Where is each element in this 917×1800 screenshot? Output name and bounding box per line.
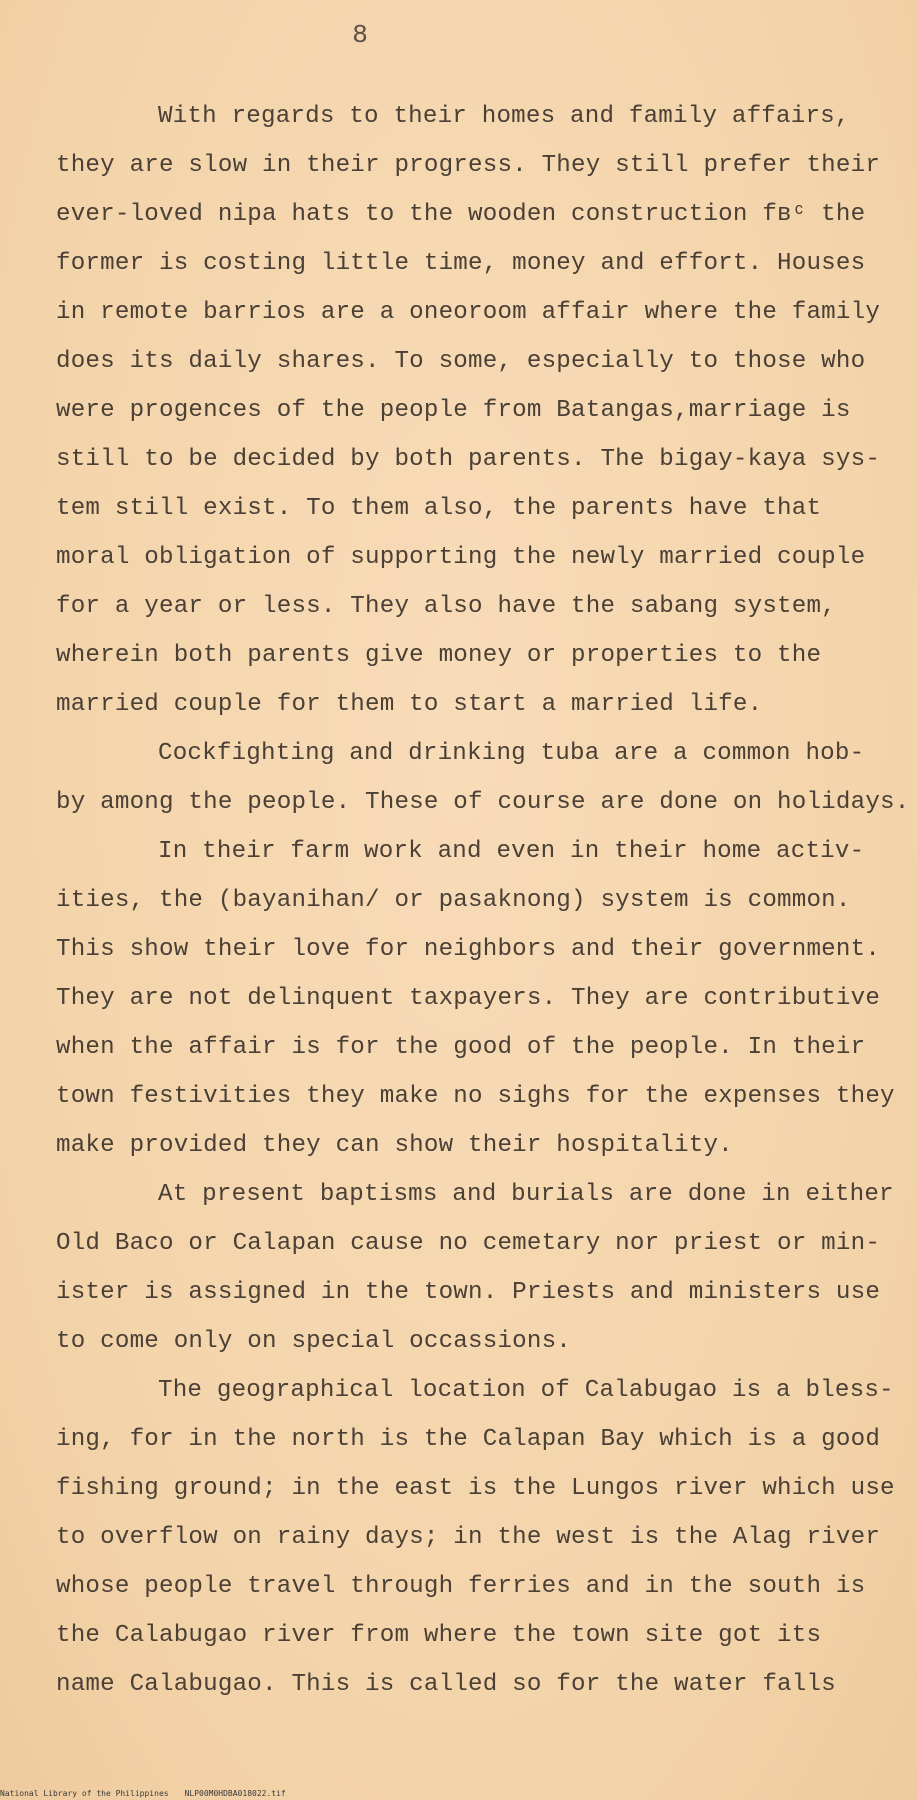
page-number: 8 <box>352 20 368 50</box>
text-line: by among the people. These of course are done on holidays. <box>56 789 910 816</box>
text-line: to come only on special occassions. <box>56 1328 572 1355</box>
text-line: With regards to their homes and family affairs, <box>158 103 850 130</box>
text-line: when the affair is for the good of the people. In their <box>56 1034 866 1061</box>
text-line: they are slow in their progress. They still prefer their <box>56 152 881 179</box>
text-line: ister is assigned in the town. Priests and ministers use <box>56 1279 881 1306</box>
text-line: in remote barrios are a oneoroom affair where the family <box>56 299 881 326</box>
text-line: town festivities they make no sighs for the expenses they <box>56 1083 895 1110</box>
document-body <box>56 92 910 1709</box>
text-line: whose people travel through ferries and in the south is <box>56 1573 866 1600</box>
text-line: for a year or less. They also have the sabang system, <box>56 593 836 620</box>
text-line: name Calabugao. This is called so for the water falls <box>56 1671 836 1698</box>
text-line: to overflow on rainy days; in the west is the Alag river <box>56 1524 881 1551</box>
text-line: In their farm work and even in their home activ- <box>158 838 865 865</box>
scan-footer <box>0 1789 302 1798</box>
text-line: wherein both parents give money or properties to the <box>56 642 822 669</box>
text-line: still to be decided by both parents. The bigay-kaya sys- <box>56 446 881 473</box>
text-line: make provided they can show their hospitality. <box>56 1132 733 1159</box>
text-line: ities, the (bayanihan/ or pasaknong) system is common. <box>56 887 851 914</box>
text-line: the Calabugao river from where the town site got its <box>56 1622 822 1649</box>
text-line: At present baptisms and burials are done in either <box>158 1181 894 1208</box>
text-line: ever-loved nipa hats to the wooden construction fʙᶜ the <box>56 201 866 228</box>
text-line: This show their love for neighbors and their government. <box>56 936 881 963</box>
text-line: former is costing little time, money and effort. Houses <box>56 250 866 277</box>
text-line: Old Baco or Calapan cause no cemetary nor priest or min- <box>56 1230 881 1257</box>
file-name: NLP00M0HDBA018022.tif <box>184 1789 286 1798</box>
text-line: The geographical location of Calabugao is a bless- <box>158 1377 894 1404</box>
text-line: tem still exist. To them also, the parents have that <box>56 495 822 522</box>
text-line: moral obligation of supporting the newly married couple <box>56 544 866 571</box>
text-line: does its daily shares. To some, especially to those who <box>56 348 866 375</box>
text-line: married couple for them to start a married life. <box>56 691 763 718</box>
text-line: Cockfighting and drinking tuba are a common hob- <box>158 740 865 767</box>
text-line: They are not delinquent taxpayers. They are contributive <box>56 985 881 1012</box>
library-credit: National Library of the Philippines <box>0 1789 169 1798</box>
text-line: ing, for in the north is the Calapan Bay which is a good <box>56 1426 881 1453</box>
text-line: fishing ground; in the east is the Lungos river which use <box>56 1475 895 1502</box>
text-line: were progences of the people from Batangas,marriage is <box>56 397 851 424</box>
